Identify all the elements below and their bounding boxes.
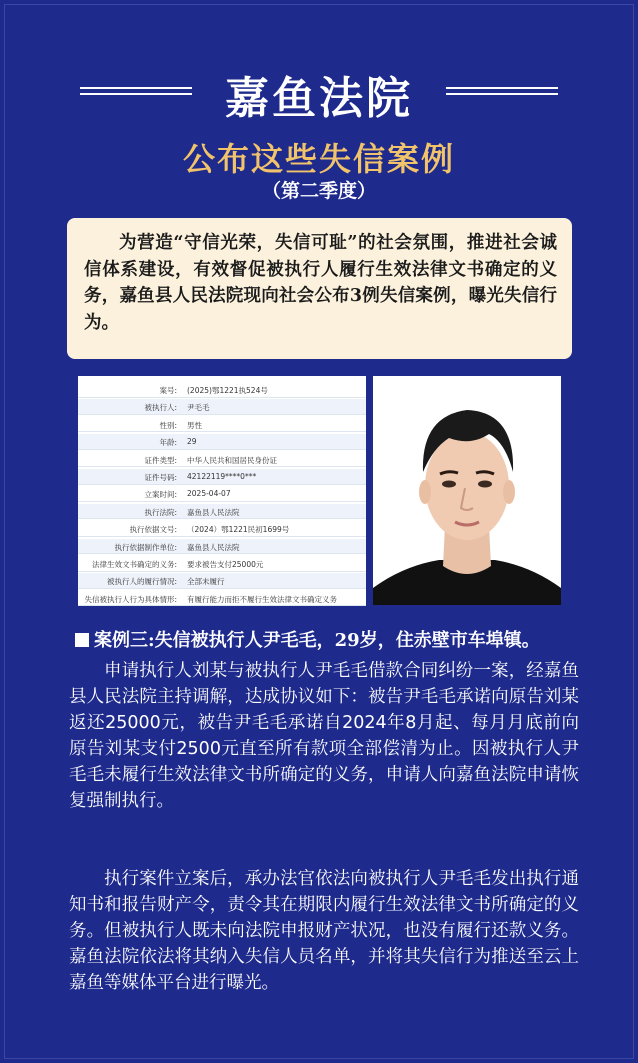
info-row (78, 417, 366, 433)
defendant-photo (373, 376, 561, 605)
info-value: 29 (187, 437, 197, 447)
info-row (78, 591, 366, 607)
info-label: 执行依据文号: (129, 525, 177, 535)
page-title: 嘉鱼法院 (225, 73, 413, 124)
info-label: 执行法院: (144, 507, 177, 517)
title-decor-right (446, 86, 558, 96)
info-label: 证件号码: (144, 473, 177, 482)
intro-text: 为营造“守信光荣，失信可耻”的社会氛围，推进社会诚信体系建设，有效督促被执行人履行生效法律文书确定的义务，嘉鱼县人民法院现向社会公布3例失信案例，曝光失信行为。 (84, 233, 557, 333)
case-info-table (78, 376, 366, 605)
row-divider (78, 414, 366, 415)
info-row (78, 434, 366, 450)
bullet-square-icon (75, 633, 89, 647)
info-value: 有履行能力而拒不履行生效法律文书确定义务 (187, 594, 337, 604)
case-heading-text: 案例三:失信被执行人尹毛毛，29岁，住赤壁市车埠镇。 (94, 630, 540, 651)
case-paragraph-2-text: 执行案件立案后，承办法官依法向被执行人尹毛毛发出执行通知书和报告财产令，责令其在期限内履行生效法律文书所确定的义务。但被执行人既未向法院申报财产状况，也没有履行还款义务。嘉鱼法院依法将其纳入失信人员名单，并将其失信行为推送至云上嘉鱼等媒体平台进行曝光。 (69, 869, 579, 993)
info-label: 案号: (159, 386, 177, 395)
case-paragraph-1-text: 申请执行人刘某与被执行人尹毛毛借款合同纠纷一案，经嘉鱼县人民法院主持调解，达成协议如下：被告尹毛毛承诺向原告刘某返还25000元，被告尹毛毛承诺自2024年8月起、每月月底前向原告刘某支付2500元直至所有款项全部偿清为止。因被执行人尹毛毛未履行生效法律文书所确定的义务，申请人向嘉鱼法院申请恢复强制执行。 (69, 661, 579, 811)
info-label: 性别: (159, 420, 177, 430)
info-label: 法律生效文书确定的义务: (91, 560, 177, 569)
season-label: （第二季度） (261, 180, 376, 202)
info-value: 嘉鱼县人民法院 (187, 507, 240, 517)
row-divider (78, 518, 366, 519)
info-value: 2025-04-07 (187, 489, 231, 499)
info-label: 被执行人: (144, 403, 177, 413)
info-row (78, 556, 366, 572)
info-value: (2025)鄂1221执524号 (187, 386, 268, 395)
info-row (78, 539, 366, 555)
person-photo-icon (373, 376, 561, 605)
info-label: 证件类型: (144, 455, 177, 465)
row-divider (78, 466, 366, 467)
info-value: 尹毛毛 (187, 403, 210, 413)
info-value: 嘉鱼县人民法院 (187, 542, 240, 552)
info-row (78, 486, 366, 502)
info-value: 要求被告支付25000元 (187, 560, 264, 569)
info-row (78, 504, 366, 520)
info-value: 男性 (187, 420, 202, 430)
row-divider (78, 449, 366, 450)
case-paragraph-1 (69, 658, 579, 814)
info-row (78, 521, 366, 537)
row-divider (78, 588, 366, 589)
header (0, 62, 638, 122)
info-label: 立案时间: (144, 490, 177, 500)
info-label: 年龄: (159, 438, 177, 448)
info-value: 42122119****0*** (187, 472, 257, 481)
info-row (78, 399, 366, 415)
row-divider (78, 501, 366, 502)
info-row (78, 469, 366, 485)
info-value: 中华人民共和国居民身份证 (187, 455, 277, 465)
row-divider (78, 553, 366, 554)
info-row (78, 452, 366, 468)
intro-box (67, 218, 572, 359)
info-value: （2024）鄂1221民初1699号 (187, 525, 290, 535)
case-paragraph-2 (69, 866, 579, 996)
row-divider (78, 571, 366, 572)
page-subtitle: 公布这些失信案例 (182, 140, 455, 178)
info-label: 失信被执行人行为具体情形: (84, 594, 177, 604)
info-row (78, 573, 366, 589)
row-divider (78, 397, 366, 398)
row-divider (78, 431, 366, 432)
row-divider (78, 536, 366, 537)
info-row (78, 382, 366, 398)
row-divider (78, 484, 366, 485)
info-label: 被执行人的履行情况: (106, 577, 177, 587)
info-label: 执行依据制作单位: (114, 542, 177, 552)
row-divider (78, 605, 366, 606)
info-value: 全部未履行 (187, 577, 225, 587)
case-heading (75, 626, 615, 650)
